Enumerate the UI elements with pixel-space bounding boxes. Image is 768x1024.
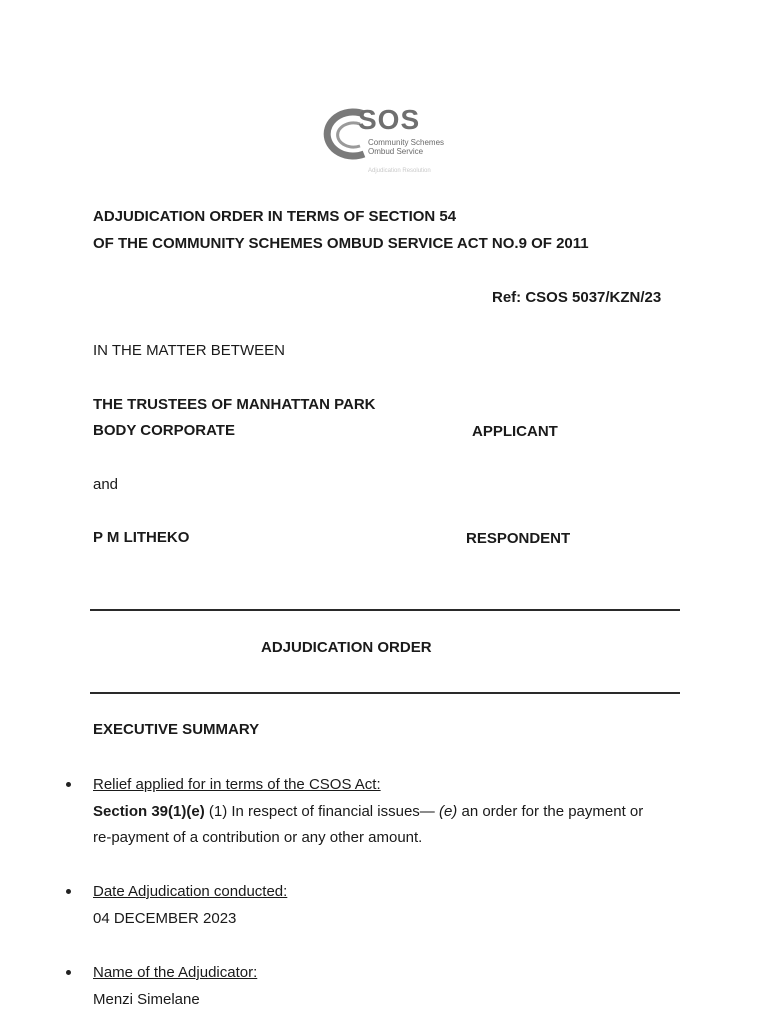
applicant-role: APPLICANT: [472, 423, 558, 440]
bullet-icon: [66, 782, 71, 787]
executive-summary-title: EXECUTIVE SUMMARY: [93, 721, 260, 738]
date-value: 04 DECEMBER 2023: [93, 910, 237, 927]
csos-logo: [302, 104, 472, 178]
relief-text-b: (e): [438, 803, 458, 820]
relief-text-c: an order for the payment or: [457, 803, 644, 820]
relief-label: Relief applied for in terms of the CSOS Act:: [93, 776, 381, 793]
relief-detail-line-2: re-payment of a contribution or any other amount.: [93, 829, 423, 846]
heading-line-1: ADJUDICATION ORDER IN TERMS OF SECTION 54: [93, 208, 457, 225]
respondent-name: P M LITHEKO: [93, 529, 190, 546]
heading-line-2: OF THE COMMUNITY SCHEMES OMBUD SERVICE ACT NO.9 OF 2011: [93, 235, 589, 252]
logo-subtitle-1: Community Schemes: [368, 138, 445, 147]
relief-detail-line-1: [93, 803, 643, 820]
adjudicator-label: Name of the Adjudicator:: [93, 964, 258, 981]
applicant-name-line-1: THE TRUSTEES OF MANHATTAN PARK: [93, 396, 376, 413]
adjudicator-value: Menzi Simelane: [93, 991, 200, 1008]
applicant-name-line-2: BODY CORPORATE: [93, 422, 235, 439]
conjunction-and: and: [93, 476, 119, 493]
divider-bottom: [90, 692, 680, 694]
respondent-role: RESPONDENT: [466, 530, 571, 547]
bullet-icon: [66, 889, 71, 894]
logo-subtitle-2: Ombud Service: [368, 147, 424, 156]
logo-tagline: Adjudication Resolution: [368, 168, 431, 174]
relief-section: Section 39(1)(e): [93, 803, 205, 820]
bullet-icon: [66, 970, 71, 975]
case-reference: Ref: CSOS 5037/KZN/23: [492, 289, 662, 306]
date-label: Date Adjudication conducted:: [93, 883, 288, 900]
matter-between: IN THE MATTER BETWEEN: [93, 342, 285, 359]
relief-text-a: (1) In respect of financial issues—: [204, 803, 439, 820]
divider-top: [90, 609, 680, 611]
logo-text: SOS: [358, 104, 421, 135]
order-title: ADJUDICATION ORDER: [261, 639, 432, 656]
